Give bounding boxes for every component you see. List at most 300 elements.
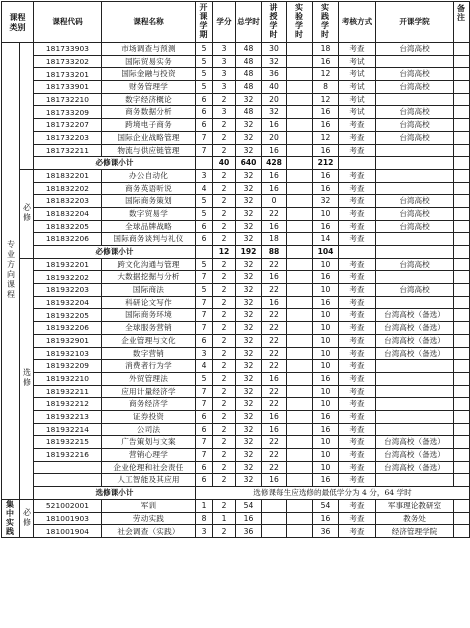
cell-total: 32 xyxy=(236,195,262,208)
cell-practice: 16 xyxy=(313,106,339,119)
elective-subtotal-label: 选修课小计 xyxy=(34,487,196,500)
table-row xyxy=(2,372,470,385)
cell-experiment xyxy=(287,423,313,436)
header-lecture-hours xyxy=(262,2,287,43)
cell-semester: 5 xyxy=(196,207,213,220)
cell-assessment: 考查 xyxy=(339,436,376,449)
cell-assessment: 考查 xyxy=(339,360,376,373)
table-row xyxy=(2,182,470,195)
subcategory-required-text: 必修 xyxy=(22,202,32,223)
cell-college xyxy=(376,372,454,385)
cell-code: 181732203 xyxy=(34,131,102,144)
cell-experiment xyxy=(287,119,313,132)
cell-college: 台湾高校（备选） xyxy=(376,461,454,474)
cell-credits: 2 xyxy=(213,182,236,195)
header-assessment: 考核方式 xyxy=(339,2,376,43)
cell-assessment: 考试 xyxy=(339,93,376,106)
cell-assessment: 考查 xyxy=(339,410,376,423)
curriculum-sheet xyxy=(0,1,470,628)
cell-lecture: 22 xyxy=(262,258,287,271)
cell-total: 32 xyxy=(236,436,262,449)
cell-code: 181832202 xyxy=(34,182,102,195)
cell-lecture: 36 xyxy=(262,68,287,81)
cell-code: 181732210 xyxy=(34,93,102,106)
cell-college xyxy=(376,296,454,309)
cell-code: 181932212 xyxy=(34,398,102,411)
subtotal-semester xyxy=(196,157,213,170)
cell-total: 32 xyxy=(236,233,262,246)
table-row xyxy=(2,271,470,284)
cell-practice: 10 xyxy=(313,461,339,474)
cell-college: 台湾高校 xyxy=(376,43,454,56)
table-row xyxy=(2,410,470,423)
cell-total: 32 xyxy=(236,284,262,297)
cell-practice: 10 xyxy=(313,258,339,271)
table-row xyxy=(2,43,470,56)
cell-experiment xyxy=(287,461,313,474)
cell-credits: 2 xyxy=(213,309,236,322)
cell-credits: 3 xyxy=(213,106,236,119)
cell-credits: 2 xyxy=(213,284,236,297)
cell-credits: 1 xyxy=(213,512,236,525)
header-total-hours: 总学时 xyxy=(236,2,262,43)
cell-name: 财务管理学 xyxy=(102,81,196,94)
cell-total: 32 xyxy=(236,207,262,220)
cell-practice: 10 xyxy=(313,347,339,360)
cell-code: 181932205 xyxy=(34,309,102,322)
subtotal-credits: 12 xyxy=(213,246,236,259)
cell-college: 台湾高校 xyxy=(376,207,454,220)
cell-practice: 10 xyxy=(313,284,339,297)
header-category-text: 课程类别 xyxy=(9,11,26,32)
table-row xyxy=(2,423,470,436)
cell-college xyxy=(376,423,454,436)
cell-experiment xyxy=(287,55,313,68)
cell-practice: 16 xyxy=(313,119,339,132)
cell-code: 181932214 xyxy=(34,423,102,436)
cell-college xyxy=(376,271,454,284)
cell-assessment: 考查 xyxy=(339,347,376,360)
table-row xyxy=(2,347,470,360)
cell-college: 台湾高校（备选） xyxy=(376,334,454,347)
subtotal-experiment xyxy=(287,157,313,170)
cell-code: 181832205 xyxy=(34,220,102,233)
cell-college: 台湾高校 xyxy=(376,106,454,119)
cell-name: 证券投资 xyxy=(102,410,196,423)
cell-code: 181001903 xyxy=(34,512,102,525)
cell-assessment: 考查 xyxy=(339,131,376,144)
cell-name: 全球品牌战略 xyxy=(102,220,196,233)
cell-lecture: 16 xyxy=(262,182,287,195)
cell-assessment: 考查 xyxy=(339,258,376,271)
subtotal-semester xyxy=(196,246,213,259)
cell-total: 32 xyxy=(236,398,262,411)
cell-lecture: 22 xyxy=(262,449,287,462)
header-college: 开课学院 xyxy=(376,2,454,43)
cell-name: 消费者行为学 xyxy=(102,360,196,373)
cell-college: 台湾高校 xyxy=(376,220,454,233)
cell-remarks xyxy=(454,410,470,423)
cell-remarks xyxy=(454,182,470,195)
cell-practice: 16 xyxy=(313,55,339,68)
cell-college xyxy=(376,144,454,157)
cell-semester: 7 xyxy=(196,144,213,157)
header-code: 课程代码 xyxy=(34,2,102,43)
table-row xyxy=(2,68,470,81)
cell-college: 台湾高校 xyxy=(376,258,454,271)
cell-college xyxy=(376,169,454,182)
cell-remarks xyxy=(454,220,470,233)
cell-experiment xyxy=(287,525,313,538)
cell-credits: 2 xyxy=(213,334,236,347)
cell-name: 劳动实践 xyxy=(102,512,196,525)
cell-remarks xyxy=(454,81,470,94)
cell-lecture: 16 xyxy=(262,296,287,309)
cell-code: 181733202 xyxy=(34,55,102,68)
subtotal-college xyxy=(376,157,454,170)
cell-code: 181932901 xyxy=(34,334,102,347)
cell-credits: 3 xyxy=(213,43,236,56)
subcategory-required xyxy=(20,169,34,258)
cell-practice: 10 xyxy=(313,322,339,335)
cell-code: 181932215 xyxy=(34,436,102,449)
cell-practice: 10 xyxy=(313,360,339,373)
cell-semester: 5 xyxy=(196,258,213,271)
subcategory-practice-required-text: 必修 xyxy=(22,507,32,528)
cell-code: 521002001 xyxy=(34,499,102,512)
subcategory-elective xyxy=(20,258,34,499)
cell-experiment xyxy=(287,207,313,220)
elective-subtotal-note: 选修课每生应选修的最低学分为 4 分，64 学时 xyxy=(196,487,470,500)
cell-assessment: 考查 xyxy=(339,296,376,309)
header-semester-text: 开课学期 xyxy=(199,3,209,40)
cell-college: 台湾高校（备选） xyxy=(376,449,454,462)
cell-practice: 16 xyxy=(313,410,339,423)
cell-name: 办公自动化 xyxy=(102,169,196,182)
subtotal-lecture: 428 xyxy=(262,157,287,170)
cell-lecture xyxy=(262,499,287,512)
cell-lecture: 16 xyxy=(262,474,287,487)
cell-total: 32 xyxy=(236,144,262,157)
cell-name: 应用计量经济学 xyxy=(102,385,196,398)
cell-name: 国际贸易实务 xyxy=(102,55,196,68)
cell-code: 181932203 xyxy=(34,284,102,297)
cell-semester: 6 xyxy=(196,119,213,132)
cell-code: 181732207 xyxy=(34,119,102,132)
cell-name: 国际商务策划 xyxy=(102,195,196,208)
cell-name: 商务英语听说 xyxy=(102,182,196,195)
cell-name: 商务数据分析 xyxy=(102,106,196,119)
cell-code: 181733903 xyxy=(34,43,102,56)
header-row xyxy=(2,2,470,43)
cell-experiment xyxy=(287,68,313,81)
cell-credits: 2 xyxy=(213,461,236,474)
header-credits: 学分 xyxy=(213,2,236,43)
cell-practice: 16 xyxy=(313,372,339,385)
cell-lecture: 16 xyxy=(262,119,287,132)
subtotal-experiment xyxy=(287,246,313,259)
subtotal-total: 192 xyxy=(236,246,262,259)
cell-total: 48 xyxy=(236,106,262,119)
cell-semester: 3 xyxy=(196,525,213,538)
cell-remarks xyxy=(454,284,470,297)
cell-college xyxy=(376,410,454,423)
table-row xyxy=(2,258,470,271)
cell-credits: 2 xyxy=(213,449,236,462)
cell-total: 32 xyxy=(236,258,262,271)
table-row xyxy=(2,233,470,246)
cell-college: 军事理论教研室 xyxy=(376,499,454,512)
cell-credits: 2 xyxy=(213,525,236,538)
cell-remarks xyxy=(454,309,470,322)
cell-code: 181832204 xyxy=(34,207,102,220)
cell-semester: 5 xyxy=(196,372,213,385)
cell-credits: 2 xyxy=(213,131,236,144)
cell-college xyxy=(376,55,454,68)
table-row xyxy=(2,284,470,297)
cell-code: 181932202 xyxy=(34,271,102,284)
table-row xyxy=(2,398,470,411)
cell-credits: 2 xyxy=(213,258,236,271)
cell-remarks xyxy=(454,106,470,119)
cell-total: 32 xyxy=(236,220,262,233)
cell-practice: 16 xyxy=(313,169,339,182)
cell-remarks xyxy=(454,144,470,157)
subcategory-elective-text: 选修 xyxy=(22,367,32,388)
cell-assessment: 考查 xyxy=(339,233,376,246)
cell-total: 32 xyxy=(236,385,262,398)
subtotal-practice: 212 xyxy=(313,157,339,170)
cell-semester: 6 xyxy=(196,106,213,119)
cell-semester: 6 xyxy=(196,220,213,233)
cell-college: 台湾高校（备选） xyxy=(376,347,454,360)
cell-experiment xyxy=(287,258,313,271)
cell-lecture: 0 xyxy=(262,195,287,208)
cell-name: 全球服务营销 xyxy=(102,322,196,335)
cell-total: 48 xyxy=(236,43,262,56)
cell-college xyxy=(376,398,454,411)
cell-college: 台湾高校（备选） xyxy=(376,322,454,335)
cell-remarks xyxy=(454,296,470,309)
cell-code: 181932216 xyxy=(34,449,102,462)
cell-practice: 10 xyxy=(313,334,339,347)
cell-assessment: 考查 xyxy=(339,119,376,132)
cell-total: 48 xyxy=(236,68,262,81)
cell-code: 181733901 xyxy=(34,81,102,94)
cell-remarks xyxy=(454,372,470,385)
cell-credits: 2 xyxy=(213,296,236,309)
cell-remarks xyxy=(454,119,470,132)
table-row xyxy=(2,512,470,525)
cell-assessment: 考查 xyxy=(339,43,376,56)
cell-name: 物流与供应链管理 xyxy=(102,144,196,157)
cell-lecture: 22 xyxy=(262,461,287,474)
cell-lecture xyxy=(262,512,287,525)
cell-experiment xyxy=(287,449,313,462)
cell-semester: 7 xyxy=(196,385,213,398)
cell-lecture: 22 xyxy=(262,347,287,360)
table-row xyxy=(2,106,470,119)
cell-lecture: 32 xyxy=(262,55,287,68)
cell-lecture: 22 xyxy=(262,436,287,449)
cell-remarks xyxy=(454,131,470,144)
cell-remarks xyxy=(454,55,470,68)
cell-code: 181932210 xyxy=(34,372,102,385)
table-row xyxy=(2,131,470,144)
cell-experiment xyxy=(287,131,313,144)
subtotal-total: 640 xyxy=(236,157,262,170)
cell-lecture: 16 xyxy=(262,271,287,284)
subcategory-core xyxy=(20,43,34,170)
cell-total: 54 xyxy=(236,499,262,512)
cell-lecture: 22 xyxy=(262,360,287,373)
cell-remarks xyxy=(454,398,470,411)
cell-remarks xyxy=(454,258,470,271)
cell-remarks xyxy=(454,322,470,335)
cell-total: 32 xyxy=(236,461,262,474)
cell-semester: 7 xyxy=(196,398,213,411)
cell-remarks xyxy=(454,436,470,449)
cell-practice: 16 xyxy=(313,474,339,487)
cell-lecture: 20 xyxy=(262,93,287,106)
cell-lecture: 16 xyxy=(262,410,287,423)
cell-total: 32 xyxy=(236,334,262,347)
cell-code: 181832203 xyxy=(34,195,102,208)
table-body xyxy=(2,2,470,538)
cell-total: 32 xyxy=(236,372,262,385)
cell-total: 32 xyxy=(236,271,262,284)
cell-credits: 2 xyxy=(213,436,236,449)
cell-total: 48 xyxy=(236,81,262,94)
cell-name: 国际商务环境 xyxy=(102,309,196,322)
cell-name: 数字贸易学 xyxy=(102,207,196,220)
cell-college: 台湾高校（备选） xyxy=(376,436,454,449)
cell-credits: 2 xyxy=(213,144,236,157)
cell-semester: 4 xyxy=(196,182,213,195)
cell-semester: 3 xyxy=(196,169,213,182)
cell-code xyxy=(34,474,102,487)
cell-assessment: 考查 xyxy=(339,449,376,462)
cell-semester: 4 xyxy=(196,360,213,373)
cell-practice: 18 xyxy=(313,43,339,56)
cell-assessment: 考试 xyxy=(339,68,376,81)
cell-experiment xyxy=(287,372,313,385)
cell-experiment xyxy=(287,436,313,449)
cell-college: 经济管理学院 xyxy=(376,525,454,538)
cell-name: 国际企业战略管理 xyxy=(102,131,196,144)
cell-college xyxy=(376,233,454,246)
cell-remarks xyxy=(454,68,470,81)
cell-assessment: 考查 xyxy=(339,499,376,512)
cell-semester: 7 xyxy=(196,271,213,284)
cell-credits: 2 xyxy=(213,360,236,373)
cell-assessment: 考查 xyxy=(339,512,376,525)
category-concentrated-practice xyxy=(2,499,20,538)
cell-credits: 2 xyxy=(213,423,236,436)
table-row xyxy=(2,220,470,233)
cell-credits: 2 xyxy=(213,398,236,411)
cell-college: 台湾高校 xyxy=(376,81,454,94)
subtotal-assessment xyxy=(339,246,376,259)
cell-name: 科研论文写作 xyxy=(102,296,196,309)
cell-remarks xyxy=(454,347,470,360)
table-row xyxy=(2,296,470,309)
table-row xyxy=(2,93,470,106)
cell-college xyxy=(376,182,454,195)
cell-credits: 2 xyxy=(213,233,236,246)
cell-practice: 10 xyxy=(313,309,339,322)
cell-remarks xyxy=(454,423,470,436)
cell-assessment: 考查 xyxy=(339,169,376,182)
table-row xyxy=(2,436,470,449)
cell-college xyxy=(376,474,454,487)
cell-lecture: 30 xyxy=(262,43,287,56)
cell-assessment: 考查 xyxy=(339,144,376,157)
cell-credits: 2 xyxy=(213,93,236,106)
cell-experiment xyxy=(287,169,313,182)
cell-code: 181932103 xyxy=(34,347,102,360)
cell-total: 48 xyxy=(236,55,262,68)
cell-remarks xyxy=(454,233,470,246)
header-category xyxy=(2,2,34,43)
cell-remarks xyxy=(454,271,470,284)
table-row xyxy=(2,449,470,462)
cell-college: 台湾高校 xyxy=(376,131,454,144)
subtotal-lecture: 88 xyxy=(262,246,287,259)
cell-practice: 16 xyxy=(313,182,339,195)
subtotal-practice: 104 xyxy=(313,246,339,259)
header-remarks xyxy=(454,2,470,43)
cell-experiment xyxy=(287,233,313,246)
cell-name: 国际商务谈判与礼仪 xyxy=(102,233,196,246)
cell-semester: 6 xyxy=(196,423,213,436)
cell-practice: 16 xyxy=(313,220,339,233)
cell-lecture: 22 xyxy=(262,334,287,347)
cell-code: 181932213 xyxy=(34,410,102,423)
cell-total: 32 xyxy=(236,423,262,436)
cell-credits: 2 xyxy=(213,410,236,423)
cell-lecture: 22 xyxy=(262,398,287,411)
cell-semester: 3 xyxy=(196,347,213,360)
cell-assessment: 考试 xyxy=(339,106,376,119)
cell-assessment: 考查 xyxy=(339,474,376,487)
cell-name: 商务经济学 xyxy=(102,398,196,411)
cell-assessment: 考查 xyxy=(339,398,376,411)
cell-semester: 6 xyxy=(196,334,213,347)
cell-experiment xyxy=(287,43,313,56)
subtotal-remarks xyxy=(454,246,470,259)
cell-code xyxy=(34,461,102,474)
header-experiment-hours xyxy=(287,2,313,43)
cell-lecture: 22 xyxy=(262,385,287,398)
cell-experiment xyxy=(287,410,313,423)
table-row xyxy=(2,55,470,68)
cell-remarks xyxy=(454,207,470,220)
cell-credits: 2 xyxy=(213,372,236,385)
cell-name: 企业管理与文化 xyxy=(102,334,196,347)
cell-semester: 5 xyxy=(196,81,213,94)
cell-experiment xyxy=(287,81,313,94)
cell-name: 社会调查（实践） xyxy=(102,525,196,538)
cell-name: 数字经济概论 xyxy=(102,93,196,106)
cell-semester: 5 xyxy=(196,284,213,297)
cell-lecture: 40 xyxy=(262,81,287,94)
cell-name: 外贸管理法 xyxy=(102,372,196,385)
cell-practice: 10 xyxy=(313,385,339,398)
cell-assessment: 考查 xyxy=(339,207,376,220)
cell-credits: 2 xyxy=(213,195,236,208)
cell-experiment xyxy=(287,499,313,512)
